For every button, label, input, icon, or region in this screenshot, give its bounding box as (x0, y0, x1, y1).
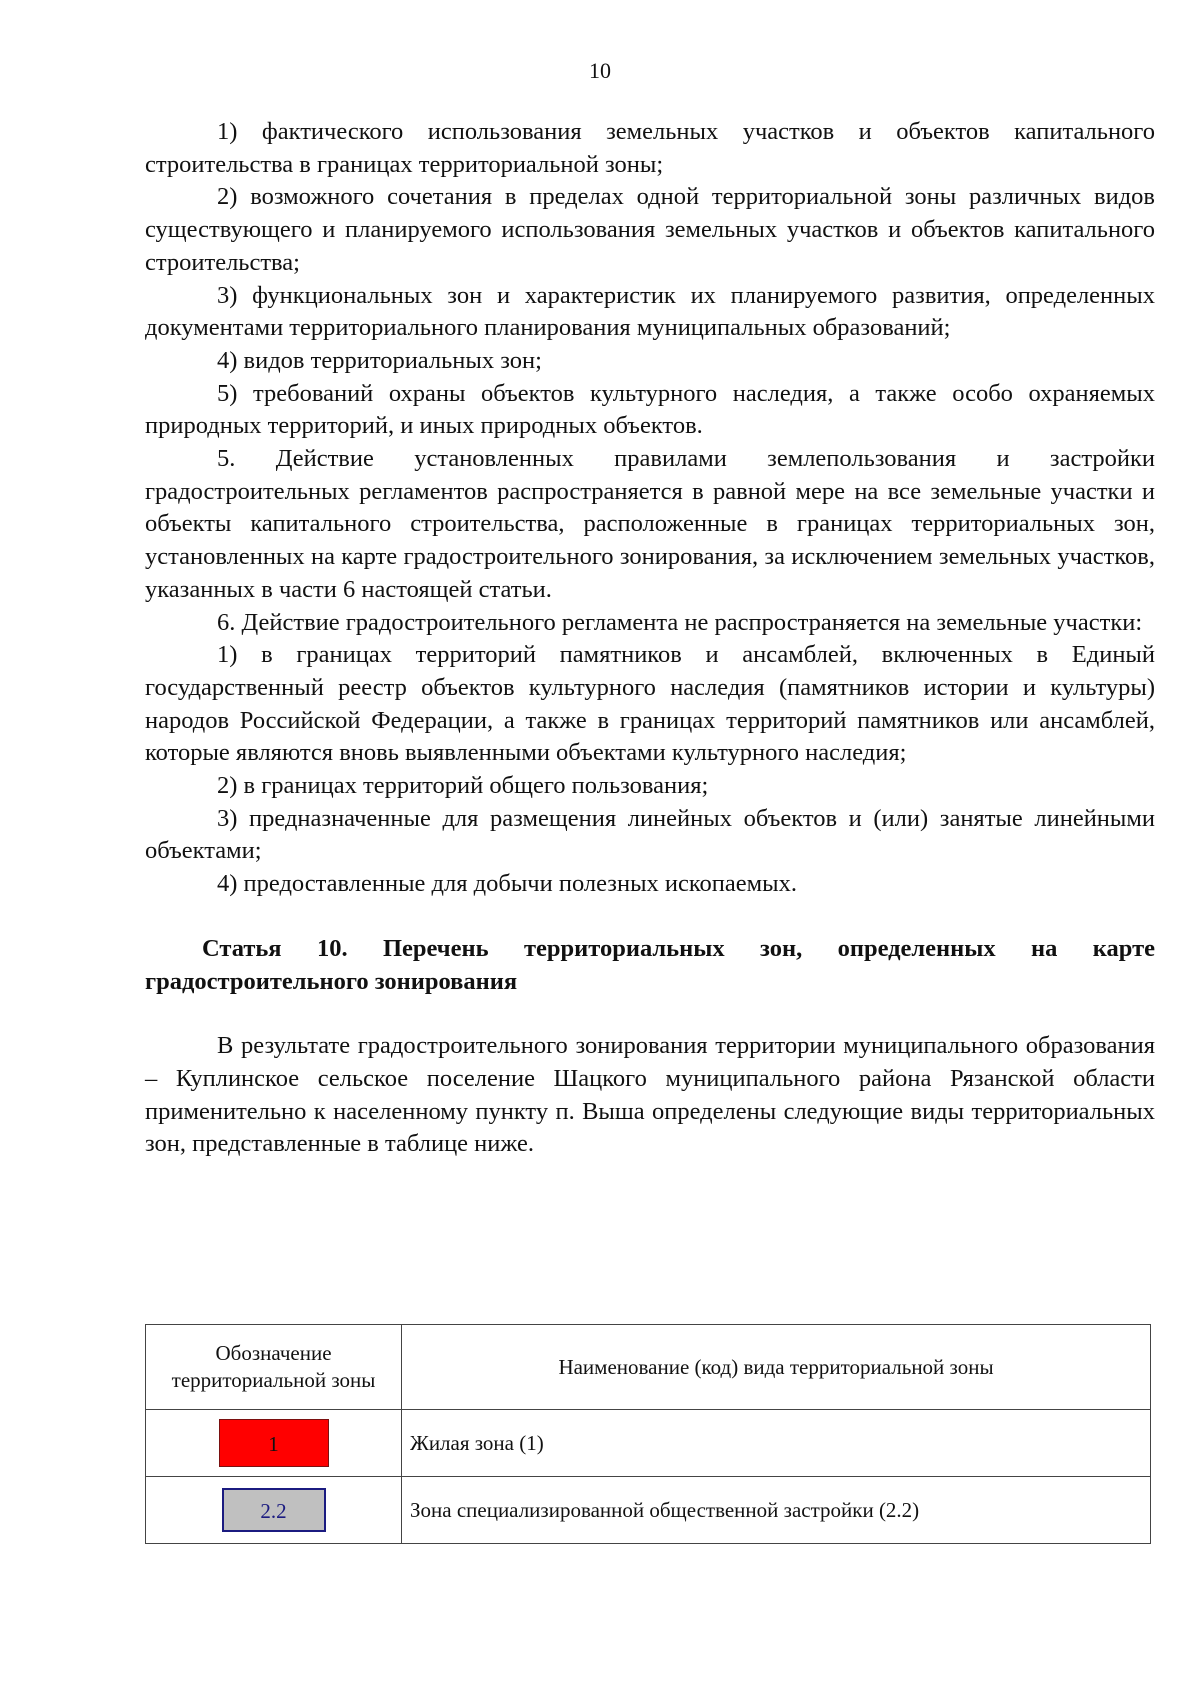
table-row (146, 1410, 1151, 1477)
zone-swatch: 2.2 (222, 1488, 326, 1532)
paragraph-item-4: 4) видов территориальных зон; (217, 346, 542, 374)
intro-paragraph: В результате градостроительного зонирования территории муниципального образования – Куплинское сельское поселение Шацкого муниципального района Рязанской области применительно к населенному пункту п. Выша определены следующие виды территориальных зон, представленные в таблице ниже. (145, 1032, 1155, 1158)
zone-code-cell (146, 1477, 402, 1544)
paragraph-exception-2: 2) в границах территорий общего пользования; (217, 772, 709, 800)
paragraph-clause-5: 5. Действие установленных правилами землепользования и застройки градостроительных регламентов распространяется в равной мере на все земельные участки и объекты капитального строительства, расположенные в границах территориальных зон, установленных на карте градостроительного зонирования, за исключением земельных участков, указанных в части 6 настоящей статьи. (145, 445, 1155, 603)
table-row (146, 1477, 1151, 1544)
header-code: Обозначение территориальной зоны (146, 1325, 402, 1410)
zone-code-cell (146, 1410, 402, 1477)
zone-swatch: 1 (219, 1419, 329, 1467)
zone-name: Жилая зона (1) (402, 1410, 1151, 1477)
paragraph-exception-1: 1) в границах территорий памятников и ансамблей, включенных в Единый государственный реестр объектов культурного наследия (памятников истории и культуры) народов Российской Федерации, а также в границах территорий памятников или ансамблей, которые являются вновь выявленными объектами культурного наследия; (145, 641, 1155, 767)
zones-table (145, 1324, 1151, 1544)
table-header-row (146, 1325, 1151, 1410)
paragraph-item-2: 2) возможного сочетания в пределах одной территориальной зоны различных видов существующего и планируемого использования земельных участков и объектов капитального строительства; (145, 183, 1155, 276)
article-heading: Статья 10. Перечень территориальных зон, определенных на карте градостроительного зонирования (145, 934, 1155, 995)
paragraph-item-5: 5) требований охраны объектов культурного наследия, а также особо охраняемых природных территорий, и иных природных объектов. (145, 379, 1155, 440)
document-body (145, 116, 1155, 1161)
header-name: Наименование (код) вида территориальной зоны (402, 1325, 1151, 1410)
paragraph-item-1: 1) фактического использования земельных участков и объектов капитального строительства в границах территориальной зоны; (145, 118, 1155, 178)
page-number: 10 (589, 58, 611, 83)
paragraph-item-3: 3) функциональных зон и характеристик их планируемого развития, определенных документами территориального планирования муниципальных образований; (145, 281, 1155, 342)
paragraph-exception-4: 4) предоставленные для добычи полезных ископаемых. (217, 870, 797, 898)
paragraph-clause-6: 6. Действие градостроительного регламента не распространяется на земельные участки: (217, 608, 1143, 636)
zone-name: Зона специализированной общественной застройки (2.2) (402, 1477, 1151, 1544)
paragraph-exception-3: 3) предназначенные для размещения линейных объектов и (или) занятые линейными объектами; (145, 804, 1155, 865)
